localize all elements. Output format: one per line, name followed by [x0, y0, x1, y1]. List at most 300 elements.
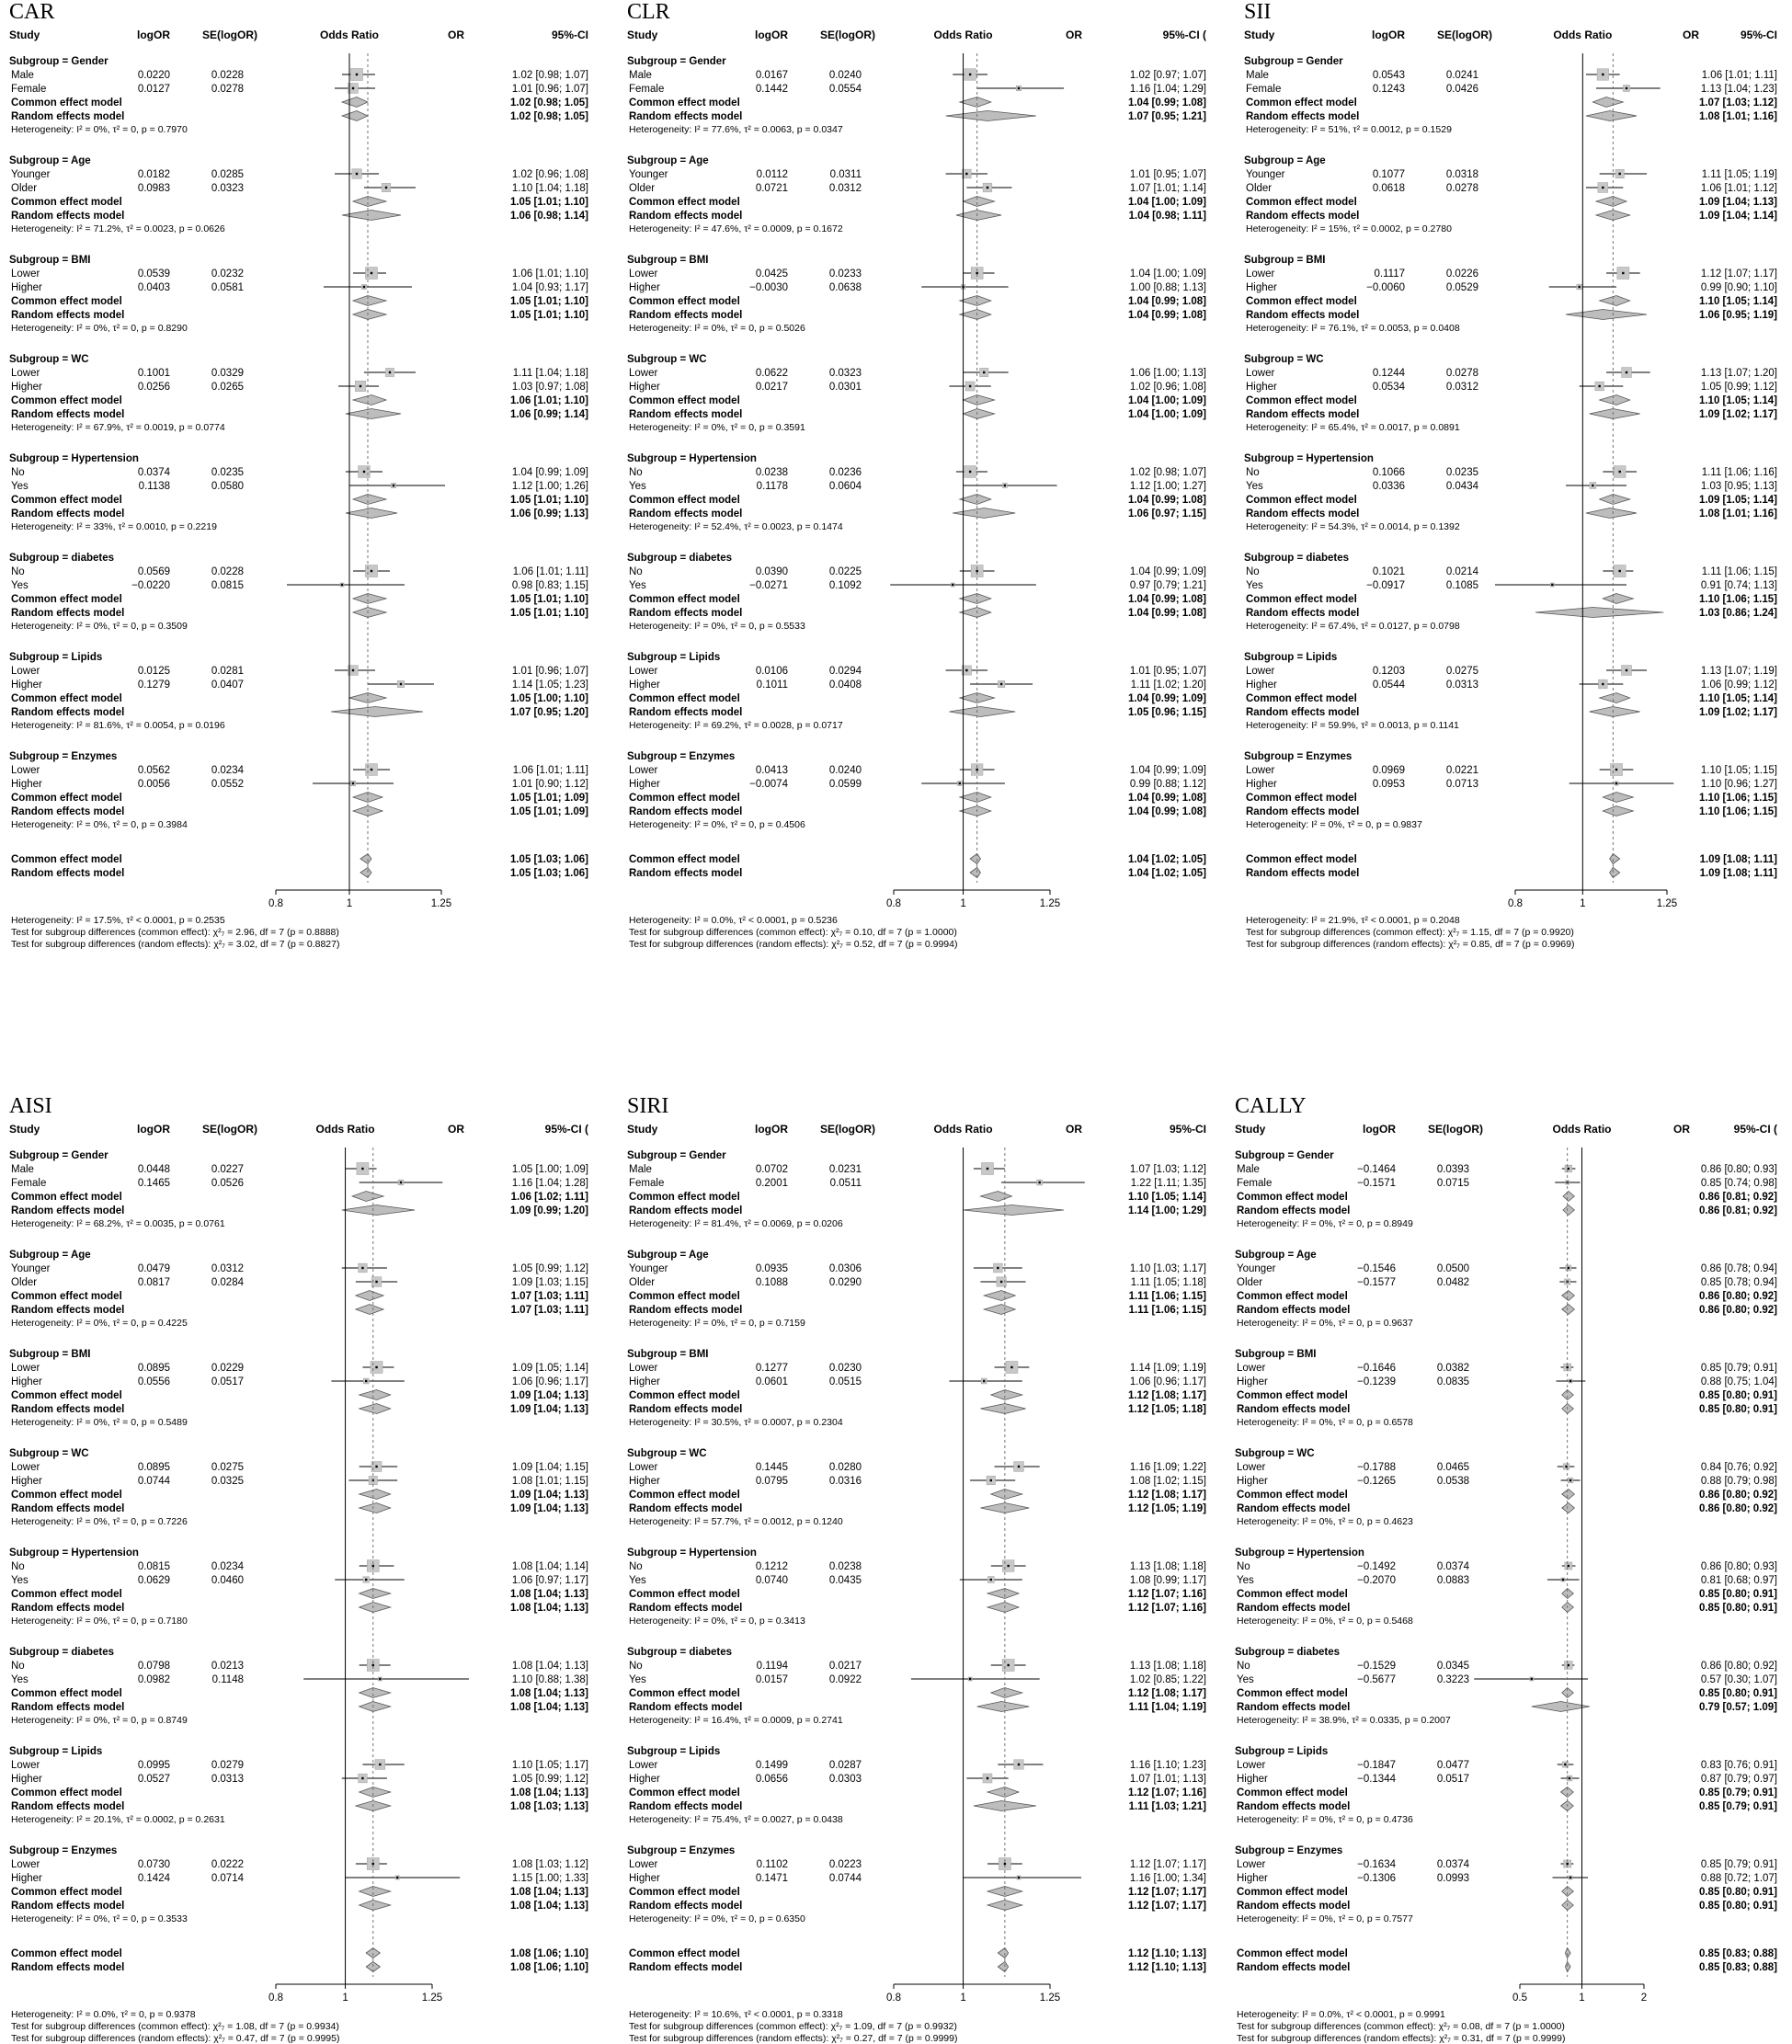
subgroup-heterogeneity: Heterogeneity: I² = 0%, τ² = 0, p = 0.8749	[11, 1715, 188, 1726]
study-label: Higher	[1246, 779, 1277, 790]
random-effects-diamond	[1532, 1702, 1590, 1712]
point-estimate	[1615, 782, 1617, 784]
random-effects-label: Random effects model	[11, 707, 125, 718]
subgroup-heterogeneity: Heterogeneity: I² = 51%, τ² = 0.0012, p = 0.1529	[1246, 124, 1452, 135]
study-or-ci: 1.12 [1.07; 1.17]	[1700, 268, 1777, 280]
common-effect-or-ci: 1.04 [0.99; 1.08]	[1127, 495, 1206, 506]
overall-random-effects-label: Random effects model	[11, 868, 125, 879]
header-study: Study	[9, 1123, 40, 1136]
random-effects-label: Random effects model	[629, 1205, 743, 1216]
subgroup-heterogeneity: Heterogeneity: I² = 57.7%, τ² = 0.0012, p = 0.1240	[629, 1516, 843, 1527]
random-effects-label: Random effects model	[629, 1901, 743, 1912]
common-effect-label: Common effect model	[629, 594, 740, 605]
study-or-ci: 1.16 [1.00; 1.34]	[1129, 1873, 1206, 1884]
point-estimate	[1626, 371, 1627, 373]
header-se: SE(logOR)	[202, 1123, 257, 1136]
point-estimate	[1568, 1267, 1569, 1269]
subgroup-title: Subgroup = Lipids	[627, 652, 721, 663]
study-logor: 0.1442	[755, 84, 788, 95]
x-tick-label: 2	[1640, 1993, 1648, 2004]
common-effect-diamond	[1600, 395, 1630, 405]
study-se: 0.0278	[1445, 183, 1478, 194]
study-label: Higher	[11, 282, 42, 293]
random-effects-diamond	[977, 1702, 1030, 1712]
study-or-ci: 1.12 [1.07; 1.17]	[1129, 1859, 1206, 1870]
common-effect-diamond	[360, 1589, 391, 1599]
common-effect-diamond	[991, 1688, 1022, 1698]
random-effects-diamond	[960, 310, 991, 320]
study-se: 0.0325	[211, 1476, 244, 1487]
random-effects-label: Random effects model	[1246, 508, 1360, 520]
random-effects-label: Random effects model	[11, 111, 125, 122]
common-effect-label: Common effect model	[11, 793, 122, 804]
footer-line-1: Heterogeneity: I² = 17.5%, τ² < 0.0001, p = 0.2535	[11, 915, 225, 926]
common-effect-or-ci: 1.05 [1.01; 1.10]	[509, 296, 588, 307]
random-effects-label: Random effects model	[629, 409, 743, 420]
subgroup-title: Subgroup = WC	[627, 1448, 707, 1459]
random-effects-diamond	[342, 111, 368, 121]
random-effects-label: Random effects model	[1237, 1404, 1351, 1415]
point-estimate	[363, 471, 365, 473]
point-estimate	[997, 1267, 999, 1269]
subgroup-heterogeneity: Heterogeneity: I² = 0%, τ² = 0, p = 0.5533	[629, 621, 805, 632]
common-effect-label: Common effect model	[1237, 1688, 1348, 1699]
overall-random-effects-or-ci: 1.08 [1.06; 1.10]	[509, 1962, 588, 1973]
point-estimate	[969, 1678, 971, 1680]
overall-common-effect-label: Common effect model	[11, 854, 122, 865]
random-effects-label: Random effects model	[11, 310, 125, 321]
common-effect-diamond	[964, 197, 995, 207]
point-estimate	[1602, 74, 1604, 75]
subgroup-title: Subgroup = Hypertension	[9, 453, 139, 464]
study-se: 0.0500	[1436, 1263, 1469, 1274]
common-effect-label: Common effect model	[629, 793, 740, 804]
random-effects-label: Random effects model	[629, 1603, 743, 1614]
study-label: Male	[1246, 70, 1269, 81]
study-se: 0.0460	[211, 1575, 244, 1586]
random-effects-or-ci: 1.07 [0.95; 1.20]	[509, 707, 588, 718]
subgroup-title: Subgroup = Age	[627, 1250, 709, 1261]
study-logor: 0.1277	[755, 1363, 788, 1374]
study-or-ci: 0.91 [0.74; 1.13]	[1700, 580, 1777, 591]
common-effect-diamond	[1562, 1490, 1575, 1500]
random-effects-diamond	[1566, 310, 1647, 320]
study-se: 0.0318	[1445, 169, 1478, 180]
subgroup-heterogeneity: Heterogeneity: I² = 0%, τ² = 0, p = 0.7577	[1237, 1913, 1413, 1924]
overall-common-effect-diamond	[1610, 854, 1620, 864]
study-label: Lower	[629, 1859, 658, 1870]
study-se: 0.0713	[1445, 779, 1478, 790]
study-or-ci: 1.16 [1.09; 1.22]	[1129, 1462, 1206, 1473]
common-effect-diamond	[984, 1291, 1015, 1301]
study-or-ci: 1.16 [1.04; 1.29]	[1129, 84, 1206, 95]
point-estimate	[1018, 1466, 1020, 1467]
panel-title: CALLY	[1235, 1094, 1307, 1118]
study-logor: −0.0060	[1366, 282, 1405, 293]
study-or-ci: 1.06 [1.01; 1.12]	[1700, 183, 1777, 194]
point-estimate	[1568, 1168, 1569, 1170]
study-or-ci: 1.06 [0.96; 1.17]	[1129, 1376, 1206, 1387]
random-effects-or-ci: 1.09 [1.02; 1.17]	[1698, 409, 1777, 420]
common-effect-or-ci: 1.04 [0.99; 1.08]	[1127, 594, 1206, 605]
subgroup-heterogeneity: Heterogeneity: I² = 0%, τ² = 0, p = 0.7226	[11, 1516, 188, 1527]
subgroup-heterogeneity: Heterogeneity: I² = 75.4%, τ² = 0.0027, p = 0.0438	[629, 1814, 843, 1825]
random-effects-or-ci: 0.85 [0.80; 0.91]	[1698, 1603, 1777, 1614]
footer-line-3: Test for subgroup differences (random effects): χ²₇ = 0.31, df = 7 (p = 0.9999)	[1237, 2033, 1566, 2044]
header-or: OR	[448, 1123, 464, 1136]
study-or-ci: 1.11 [1.05; 1.19]	[1701, 169, 1777, 180]
point-estimate	[990, 1579, 992, 1581]
common-effect-or-ci: 0.85 [0.80; 0.91]	[1698, 1390, 1777, 1401]
study-logor: 0.1445	[755, 1462, 788, 1473]
point-estimate	[1618, 471, 1620, 473]
study-label: Higher	[629, 779, 660, 790]
study-logor: 0.1465	[137, 1178, 170, 1189]
random-effects-or-ci: 1.05 [1.01; 1.10]	[509, 608, 588, 619]
study-label: Yes	[11, 580, 29, 591]
study-se: 0.0316	[828, 1476, 862, 1487]
study-or-ci: 1.12 [1.00; 1.27]	[1129, 481, 1206, 492]
study-logor: −0.1847	[1357, 1760, 1396, 1771]
subgroup-title: Subgroup = diabetes	[9, 1647, 115, 1658]
subgroup-heterogeneity: Heterogeneity: I² = 0%, τ² = 0, p = 0.4623	[1237, 1516, 1413, 1527]
random-effects-diamond	[1535, 608, 1663, 618]
common-effect-or-ci: 1.08 [1.04; 1.13]	[509, 1688, 588, 1699]
random-effects-diamond	[360, 1404, 391, 1414]
common-effect-or-ci: 1.12 [1.07; 1.16]	[1127, 1589, 1206, 1600]
subgroup-title: Subgroup = WC	[1235, 1448, 1315, 1459]
common-effect-label: Common effect model	[629, 1589, 740, 1600]
study-logor: 0.2001	[755, 1178, 788, 1189]
common-effect-or-ci: 1.12 [1.08; 1.17]	[1127, 1390, 1206, 1401]
header-logor: logOR	[137, 29, 170, 41]
overall-random-effects-label: Random effects model	[1246, 868, 1360, 879]
point-estimate	[1626, 669, 1627, 671]
header-or: OR	[448, 29, 464, 41]
study-se: 0.0382	[1436, 1363, 1469, 1374]
common-effect-diamond	[987, 1589, 1019, 1599]
study-se: 0.0281	[211, 666, 244, 677]
footer-line-2: Test for subgroup differences (common effect): χ²₇ = 0.08, df = 7 (p = 1.0000)	[1237, 2021, 1565, 2032]
point-estimate	[987, 187, 988, 188]
common-effect-diamond	[1603, 594, 1633, 604]
point-estimate	[976, 272, 977, 274]
point-estimate	[1615, 769, 1617, 771]
study-logor: −0.1306	[1357, 1873, 1396, 1884]
study-se: 0.0301	[828, 382, 862, 393]
study-or-ci: 0.86 [0.78; 0.94]	[1700, 1263, 1777, 1274]
subgroup-title: Subgroup = BMI	[1244, 255, 1326, 266]
common-effect-diamond	[991, 1490, 1022, 1500]
study-label: Yes	[1237, 1575, 1254, 1586]
subgroup-title: Subgroup = diabetes	[627, 553, 733, 564]
study-or-ci: 1.16 [1.04; 1.28]	[511, 1178, 588, 1189]
point-estimate	[379, 1764, 381, 1765]
common-effect-or-ci: 1.08 [1.04; 1.13]	[509, 1787, 588, 1798]
study-label: Yes	[629, 1575, 646, 1586]
study-se: 0.0278	[1445, 368, 1478, 379]
common-effect-or-ci: 1.05 [1.01; 1.10]	[509, 197, 588, 208]
study-label: Lower	[11, 765, 40, 776]
subgroup-heterogeneity: Heterogeneity: I² = 81.6%, τ² = 0.0054, p = 0.0196	[11, 720, 225, 731]
x-tick-label: 0.8	[268, 898, 283, 909]
panel-title: CLR	[627, 0, 670, 24]
study-label: Yes	[11, 1575, 29, 1586]
header-logor: logOR	[1363, 1123, 1396, 1136]
point-estimate	[1569, 1380, 1571, 1382]
common-effect-label: Common effect model	[1246, 97, 1357, 108]
footer-line-2: Test for subgroup differences (common effect): χ²₇ = 1.09, df = 7 (p = 0.9932)	[629, 2021, 957, 2032]
random-effects-or-ci: 1.06 [0.97; 1.15]	[1127, 508, 1206, 520]
study-logor: −0.1571	[1357, 1178, 1396, 1189]
common-effect-label: Common effect model	[1246, 693, 1357, 704]
common-effect-or-ci: 1.04 [0.99; 1.08]	[1127, 296, 1206, 307]
x-tick-label: 1	[960, 898, 966, 909]
subgroup-title: Subgroup = Gender	[1244, 56, 1343, 67]
subgroup-heterogeneity: Heterogeneity: I² = 0%, τ² = 0, p = 0.3984	[11, 819, 188, 830]
study-se: 0.0554	[828, 84, 862, 95]
study-logor: 0.0112	[756, 169, 788, 180]
point-estimate	[400, 683, 402, 685]
study-se: 0.0434	[1445, 481, 1478, 492]
study-se: 0.0227	[211, 1164, 244, 1175]
common-effect-diamond	[353, 296, 386, 306]
study-logor: 0.0622	[755, 368, 788, 379]
point-estimate	[952, 584, 953, 586]
study-label: Yes	[1246, 580, 1263, 591]
point-estimate	[1007, 1664, 1009, 1666]
subgroup-heterogeneity: Heterogeneity: I² = 0%, τ² = 0, p = 0.9837	[1246, 819, 1422, 830]
overall-random-effects-diamond	[970, 868, 980, 878]
random-effects-diamond	[342, 211, 401, 221]
study-logor: −0.1646	[1357, 1363, 1396, 1374]
common-effect-diamond	[1603, 793, 1633, 803]
study-se: 0.0290	[828, 1277, 862, 1288]
study-logor: 0.0895	[137, 1363, 170, 1374]
x-tick-label: 1.25	[421, 1993, 443, 2004]
subgroup-title: Subgroup = Enzymes	[627, 1845, 736, 1856]
x-tick-label: 1	[960, 1993, 966, 2004]
random-effects-label: Random effects model	[1237, 1801, 1351, 1812]
header-odds-ratio: Odds Ratio	[933, 29, 993, 41]
study-logor: 0.0157	[755, 1674, 788, 1685]
common-effect-or-ci: 1.10 [1.06; 1.15]	[1698, 594, 1777, 605]
study-se: 0.0311	[829, 169, 862, 180]
footer-line-1: Heterogeneity: I² = 21.9%, τ² < 0.0001, p = 0.2048	[1246, 915, 1460, 926]
point-estimate	[976, 769, 977, 771]
study-or-ci: 1.14 [1.09; 1.19]	[1129, 1363, 1206, 1374]
study-or-ci: 1.02 [0.85; 1.22]	[1129, 1674, 1206, 1685]
header-odds-ratio: Odds Ratio	[933, 1123, 993, 1136]
study-or-ci: 1.13 [1.08; 1.18]	[1129, 1661, 1206, 1672]
header-study: Study	[1235, 1123, 1266, 1136]
study-logor: −0.0917	[1366, 580, 1405, 591]
random-effects-or-ci: 1.04 [0.98; 1.11]	[1128, 211, 1206, 222]
common-effect-label: Common effect model	[11, 693, 122, 704]
overall-random-effects-diamond	[360, 868, 371, 878]
study-or-ci: 1.08 [1.01; 1.15]	[511, 1476, 588, 1487]
study-logor: −0.1634	[1357, 1859, 1396, 1870]
subgroup-title: Subgroup = WC	[9, 1448, 89, 1459]
footer-line-2: Test for subgroup differences (common effect): χ²₇ = 0.10, df = 7 (p = 1.0000)	[629, 927, 957, 938]
study-se: 0.0238	[828, 1561, 862, 1572]
study-logor: 0.0534	[1372, 382, 1405, 393]
header-study: Study	[627, 29, 658, 41]
study-se: 0.1085	[1445, 580, 1478, 591]
point-estimate	[1565, 1466, 1567, 1467]
point-estimate	[1007, 1565, 1009, 1567]
forest-panel-siri	[627, 1094, 1206, 2044]
common-effect-label: Common effect model	[1246, 197, 1357, 208]
subgroup-title: Subgroup = Lipids	[9, 652, 103, 663]
subgroup-title: Subgroup = diabetes	[1244, 553, 1350, 564]
common-effect-diamond	[1600, 693, 1630, 703]
point-estimate	[360, 385, 361, 387]
study-se: 0.0294	[828, 666, 862, 677]
common-effect-label: Common effect model	[11, 1490, 122, 1501]
header-odds-ratio: Odds Ratio	[315, 1123, 375, 1136]
study-logor: −0.1529	[1357, 1661, 1396, 1672]
point-estimate	[1566, 1366, 1568, 1368]
study-or-ci: 1.06 [1.01; 1.11]	[512, 566, 588, 577]
random-effects-or-ci: 1.12 [1.05; 1.18]	[1127, 1404, 1206, 1415]
study-se: 0.0306	[828, 1263, 862, 1274]
common-effect-label: Common effect model	[11, 1291, 122, 1302]
random-effects-diamond	[1586, 508, 1637, 519]
study-logor: 0.1279	[137, 679, 170, 691]
point-estimate	[365, 1380, 367, 1382]
study-or-ci: 1.03 [0.95; 1.13]	[1700, 481, 1777, 492]
study-label: Female	[11, 84, 47, 95]
random-effects-diamond	[360, 1702, 391, 1712]
study-se: 0.0303	[828, 1774, 862, 1785]
random-effects-or-ci: 1.09 [0.99; 1.20]	[509, 1205, 588, 1216]
point-estimate	[1568, 1664, 1569, 1666]
point-estimate	[1018, 87, 1020, 89]
random-effects-or-ci: 1.07 [1.03; 1.11]	[510, 1305, 588, 1316]
overall-random-effects-label: Random effects model	[629, 868, 743, 879]
common-effect-label: Common effect model	[1246, 395, 1357, 406]
study-or-ci: 1.09 [1.03; 1.15]	[511, 1277, 588, 1288]
random-effects-label: Random effects model	[11, 608, 125, 619]
subgroup-title: Subgroup = Gender	[627, 56, 726, 67]
study-logor: 0.0125	[137, 666, 170, 677]
study-se: 0.0240	[828, 70, 862, 81]
subgroup-title: Subgroup = Lipids	[1235, 1746, 1329, 1757]
point-estimate	[1569, 1479, 1571, 1481]
study-se: 0.0526	[211, 1178, 244, 1189]
random-effects-or-ci: 1.09 [1.04; 1.13]	[509, 1404, 588, 1415]
study-label: No	[1246, 566, 1260, 577]
subgroup-heterogeneity: Heterogeneity: I² = 52.4%, τ² = 0.0023, p = 0.1474	[629, 521, 843, 532]
point-estimate	[1010, 1366, 1012, 1368]
common-effect-label: Common effect model	[1246, 594, 1357, 605]
study-se: 0.0511	[829, 1178, 862, 1189]
study-or-ci: 1.09 [1.05; 1.14]	[511, 1363, 588, 1374]
study-se: 0.0214	[1445, 566, 1478, 577]
study-label: Older	[11, 1277, 38, 1288]
common-effect-or-ci: 1.09 [1.04; 1.13]	[509, 1390, 588, 1401]
study-logor: 0.0744	[137, 1476, 170, 1487]
point-estimate	[1004, 485, 1006, 486]
random-effects-or-ci: 0.85 [0.79; 0.91]	[1698, 1801, 1777, 1812]
common-effect-label: Common effect model	[11, 395, 122, 406]
random-effects-or-ci: 0.85 [0.80; 0.91]	[1698, 1901, 1777, 1912]
study-label: No	[11, 1561, 25, 1572]
common-effect-or-ci: 1.10 [1.05; 1.14]	[1698, 296, 1777, 307]
study-or-ci: 1.03 [0.97; 1.08]	[511, 382, 588, 393]
subgroup-title: Subgroup = BMI	[9, 1349, 91, 1360]
study-logor: 0.0374	[137, 467, 170, 478]
random-effects-diamond	[1586, 111, 1637, 121]
random-effects-or-ci: 1.06 [0.99; 1.13]	[509, 508, 588, 520]
point-estimate	[352, 87, 354, 89]
subgroup-heterogeneity: Heterogeneity: I² = 0%, τ² = 0, p = 0.9637	[1237, 1318, 1413, 1329]
study-label: Female	[629, 1178, 665, 1189]
point-estimate	[1531, 1678, 1533, 1680]
study-logor: 0.0106	[755, 666, 788, 677]
study-se: 0.0482	[1436, 1277, 1469, 1288]
point-estimate	[987, 1777, 988, 1779]
point-estimate	[965, 669, 967, 671]
study-or-ci: 1.10 [1.03; 1.17]	[1129, 1263, 1206, 1274]
random-effects-or-ci: 1.06 [0.98; 1.14]	[509, 211, 588, 222]
subgroup-title: Subgroup = WC	[9, 354, 89, 365]
study-label: Yes	[11, 1674, 29, 1685]
point-estimate	[1569, 1877, 1571, 1878]
subgroup-heterogeneity: Heterogeneity: I² = 0%, τ² = 0, p = 0.3413	[629, 1616, 805, 1627]
random-effects-label: Random effects model	[11, 1205, 125, 1216]
study-se: 0.0477	[1436, 1760, 1469, 1771]
random-effects-or-ci: 0.86 [0.80; 0.92]	[1698, 1305, 1777, 1316]
study-se: 0.0345	[1436, 1661, 1469, 1672]
x-tick-label: 1.25	[1039, 898, 1061, 909]
point-estimate	[372, 1664, 374, 1666]
study-se: 0.0517	[211, 1376, 244, 1387]
point-estimate	[375, 1466, 377, 1467]
subgroup-heterogeneity: Heterogeneity: I² = 0%, τ² = 0, p = 0.7180	[11, 1616, 188, 1627]
study-or-ci: 1.00 [0.88; 1.13]	[1129, 282, 1206, 293]
common-effect-or-ci: 1.12 [1.08; 1.17]	[1127, 1490, 1206, 1501]
header-ci: 95%-CI	[551, 29, 588, 41]
study-se: 0.0232	[211, 268, 244, 280]
study-or-ci: 0.98 [0.83; 1.15]	[511, 580, 588, 591]
random-effects-or-ci: 0.79 [0.57; 1.09]	[1698, 1702, 1777, 1713]
study-logor: 0.0815	[137, 1561, 170, 1572]
common-effect-label: Common effect model	[11, 197, 122, 208]
study-label: Higher	[11, 1873, 42, 1884]
study-logor: −0.1788	[1357, 1462, 1396, 1473]
study-or-ci: 0.86 [0.80; 0.93]	[1700, 1561, 1777, 1572]
random-effects-or-ci: 1.04 [1.00; 1.09]	[1127, 409, 1206, 420]
point-estimate	[400, 1182, 402, 1183]
study-or-ci: 0.99 [0.88; 1.12]	[1129, 779, 1206, 790]
study-label: Lower	[629, 268, 658, 280]
overall-random-effects-or-ci: 1.12 [1.10; 1.13]	[1127, 1962, 1206, 1973]
random-effects-or-ci: 0.85 [0.80; 0.91]	[1698, 1404, 1777, 1415]
study-se: 0.0229	[211, 1363, 244, 1374]
study-se: 0.0279	[211, 1760, 244, 1771]
study-logor: 0.1499	[755, 1760, 788, 1771]
footer-line-3: Test for subgroup differences (random effects): χ²₇ = 0.85, df = 7 (p = 0.9969)	[1246, 939, 1575, 950]
overall-random-effects-diamond	[1565, 1962, 1570, 1972]
study-or-ci: 1.04 [0.99; 1.09]	[1129, 765, 1206, 776]
common-effect-or-ci: 1.11 [1.06; 1.15]	[1128, 1291, 1206, 1302]
study-logor: 0.1243	[1372, 84, 1405, 95]
study-logor: −0.1577	[1357, 1277, 1396, 1288]
subgroup-heterogeneity: Heterogeneity: I² = 0%, τ² = 0, p = 0.5468	[1237, 1616, 1413, 1627]
study-or-ci: 1.11 [1.06; 1.16]	[1701, 467, 1777, 478]
